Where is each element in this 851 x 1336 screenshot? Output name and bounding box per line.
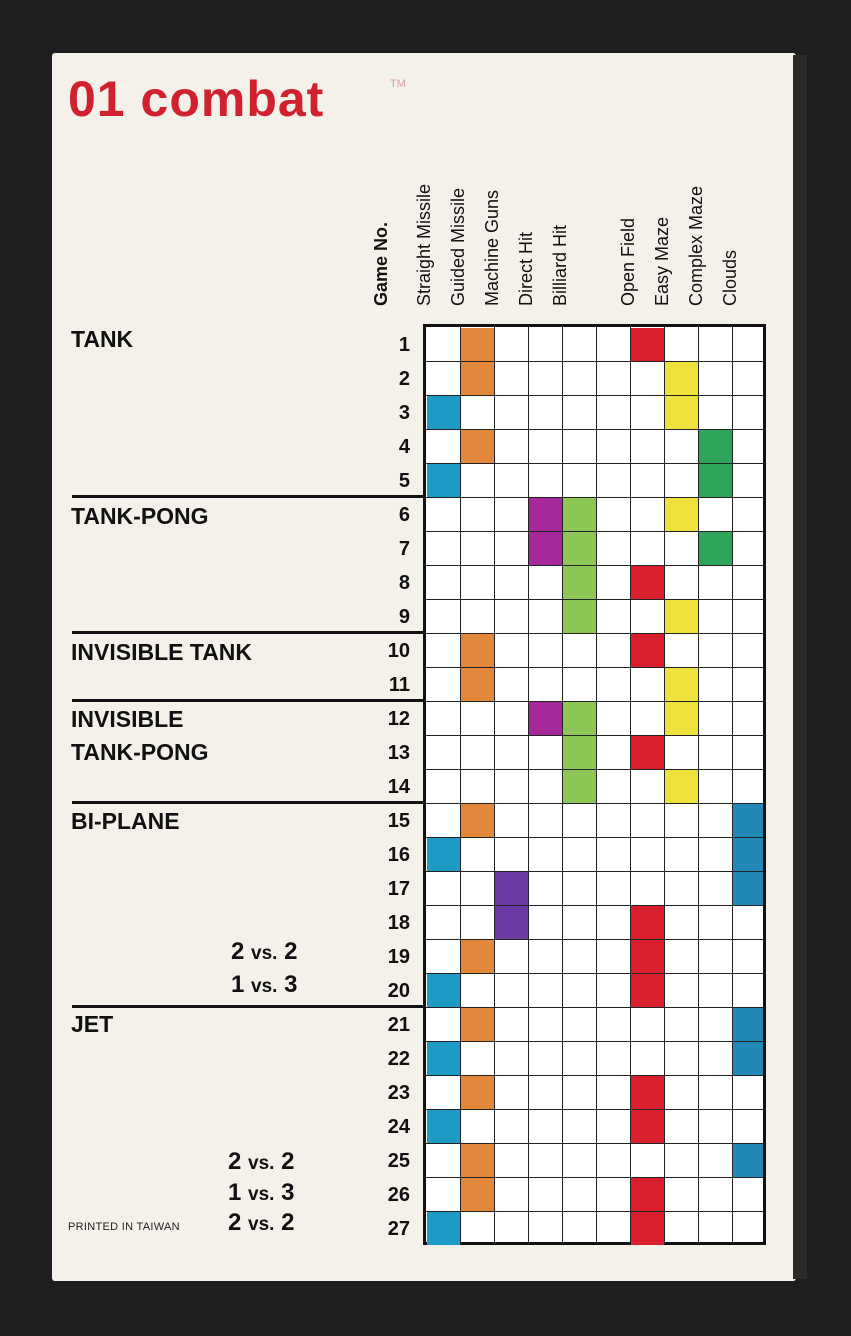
game-number: 22 xyxy=(387,1048,410,1070)
game-number: 12 xyxy=(387,708,410,730)
complex-maze-cell xyxy=(699,532,732,565)
direct-hit-cell xyxy=(529,498,562,531)
guided-missile-cell xyxy=(461,328,494,361)
complex-maze-cell xyxy=(699,430,732,463)
game-number: 16 xyxy=(387,844,410,866)
game-number: 20 xyxy=(387,980,410,1002)
player-mode: 1 vs. 3 xyxy=(228,1179,295,1206)
guided-missile-cell xyxy=(461,1076,494,1109)
easy-maze-cell xyxy=(665,702,698,735)
guided-missile-cell xyxy=(461,804,494,837)
open-field-cell xyxy=(631,1076,664,1109)
straight-missile-cell xyxy=(427,1212,460,1245)
machine-guns-cell xyxy=(495,906,528,939)
group-label-bi-plane: BI-PLANE xyxy=(71,808,180,834)
game-number: 5 xyxy=(398,470,410,492)
billiard-hit-cell xyxy=(563,498,596,531)
group-label-invisible-tank: INVISIBLE TANK xyxy=(71,639,253,665)
group-label-jet: JET xyxy=(71,1011,114,1037)
group-label-tank: TANK xyxy=(71,326,134,352)
game-number: 24 xyxy=(387,1116,410,1138)
straight-missile-cell xyxy=(427,1042,460,1075)
page-title: 01 combat xyxy=(68,71,325,127)
open-field-cell xyxy=(631,736,664,769)
clouds-cell xyxy=(733,1042,763,1075)
clouds-cell xyxy=(733,872,763,905)
clouds-cell xyxy=(733,1008,763,1041)
game-number: 3 xyxy=(398,402,410,424)
game-number: 8 xyxy=(398,572,410,594)
player-mode: 1 vs. 3 xyxy=(231,971,298,998)
clouds-cell xyxy=(733,838,763,871)
straight-missile-cell xyxy=(427,1110,460,1143)
machine-guns-cell xyxy=(495,872,528,905)
game-grid xyxy=(423,324,766,1245)
grid-column-line xyxy=(494,327,495,1242)
guided-missile-cell xyxy=(461,1008,494,1041)
grid-column-line xyxy=(732,327,733,1242)
direct-hit-cell xyxy=(529,532,562,565)
game-number: 18 xyxy=(387,912,410,934)
printed-in-note: PRINTED IN TAIWAN xyxy=(68,1221,180,1233)
open-field-cell xyxy=(631,974,664,1007)
game-number: 19 xyxy=(387,946,410,968)
group-label-invisible-tank-pong-line1: INVISIBLE xyxy=(71,706,184,732)
game-number: 2 xyxy=(398,368,410,390)
game-number: 23 xyxy=(387,1082,410,1104)
clouds-cell xyxy=(733,1144,763,1177)
open-field-cell xyxy=(631,940,664,973)
straight-missile-cell xyxy=(427,396,460,429)
grid-row-line xyxy=(426,905,763,906)
guided-missile-cell xyxy=(461,940,494,973)
group-label-tank-pong: TANK-PONG xyxy=(71,503,209,529)
grid-row-line xyxy=(426,1109,763,1110)
game-number: 17 xyxy=(387,878,410,900)
player-mode: 2 vs. 2 xyxy=(228,1148,295,1175)
grid-row-line xyxy=(426,395,763,396)
player-mode: 2 vs. 2 xyxy=(228,1209,295,1236)
game-number: 26 xyxy=(387,1184,410,1206)
easy-maze-cell xyxy=(665,362,698,395)
guided-missile-cell xyxy=(461,430,494,463)
easy-maze-cell xyxy=(665,770,698,803)
group-label-invisible-tank-pong-line2: TANK-PONG xyxy=(71,739,209,765)
grid-row-line xyxy=(426,1041,763,1042)
trademark-mark: TM xyxy=(390,78,406,90)
game-number: 14 xyxy=(387,776,410,798)
open-field-cell xyxy=(631,1212,664,1245)
game-number: 27 xyxy=(387,1218,410,1240)
game-number: 15 xyxy=(387,810,410,832)
game-number: 1 xyxy=(398,334,410,356)
card-edge-shadow xyxy=(793,55,807,1279)
direct-hit-cell xyxy=(529,702,562,735)
straight-missile-cell xyxy=(427,464,460,497)
open-field-cell xyxy=(631,566,664,599)
grid-row-line xyxy=(426,1211,763,1212)
game-number: 21 xyxy=(387,1014,410,1036)
open-field-cell xyxy=(631,906,664,939)
game-number: 25 xyxy=(387,1150,410,1172)
grid-column-line xyxy=(596,327,597,1242)
grid-row-line xyxy=(426,973,763,974)
guided-missile-cell xyxy=(461,1178,494,1211)
clouds-cell xyxy=(733,804,763,837)
billiard-hit-cell xyxy=(563,532,596,565)
game-number: 7 xyxy=(398,538,410,560)
complex-maze-cell xyxy=(699,464,732,497)
guided-missile-cell xyxy=(461,1144,494,1177)
guided-missile-cell xyxy=(461,634,494,667)
billiard-hit-cell xyxy=(563,566,596,599)
game-number: 11 xyxy=(388,674,410,696)
straight-missile-cell xyxy=(427,974,460,1007)
open-field-cell xyxy=(631,634,664,667)
guided-missile-cell xyxy=(461,668,494,701)
open-field-cell xyxy=(631,1110,664,1143)
game-number: 6 xyxy=(398,504,410,526)
open-field-cell xyxy=(631,328,664,361)
game-number: 9 xyxy=(398,606,410,628)
easy-maze-cell xyxy=(665,498,698,531)
game-number: 13 xyxy=(387,742,410,764)
game-number: 10 xyxy=(387,640,410,662)
straight-missile-cell xyxy=(427,838,460,871)
easy-maze-cell xyxy=(665,600,698,633)
easy-maze-cell xyxy=(665,668,698,701)
open-field-cell xyxy=(631,1178,664,1211)
billiard-hit-cell xyxy=(563,736,596,769)
game-number: 4 xyxy=(398,436,410,458)
grid-row-line xyxy=(426,871,763,872)
billiard-hit-cell xyxy=(563,770,596,803)
player-mode: 2 vs. 2 xyxy=(231,938,298,965)
grid-row-line xyxy=(426,837,763,838)
guided-missile-cell xyxy=(461,362,494,395)
grid-column-line xyxy=(528,327,529,1242)
billiard-hit-cell xyxy=(563,600,596,633)
easy-maze-cell xyxy=(665,396,698,429)
billiard-hit-cell xyxy=(563,702,596,735)
